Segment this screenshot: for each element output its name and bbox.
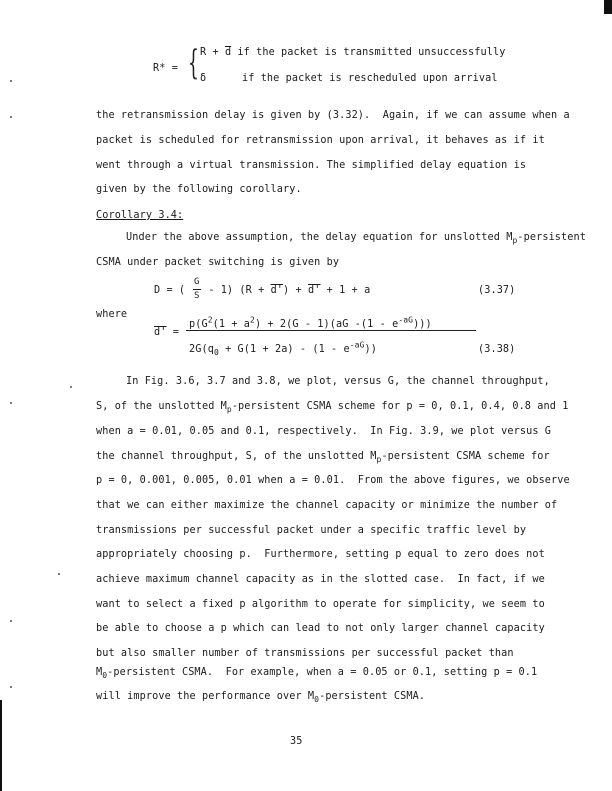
corollary-line-2: CSMA under packet switching is given by: [96, 257, 340, 268]
paragraph2-line: In Fig. 3.6, 3.7 and 3.8, we plot, versus G, the channel throughput,: [126, 376, 550, 387]
paragraph2-line: be able to choose a p which can lead to not only larger channel capacity: [96, 623, 545, 634]
rstar-case-1: $R + \overline{d}$ if the packet is transmitted unsuccessfully: [200, 47, 506, 58]
paragraph1-line: given by the following corollary.: [96, 184, 302, 195]
eq338-frac-line: [186, 330, 476, 331]
paragraph2-line: achieve maximum channel capacity as in the slotted case. In fact, if we: [96, 574, 545, 585]
paragraph2-line: $M_0$-persistent CSMA. For example, when a = 0.05 or 0.1, setting p = 0.1: [96, 667, 538, 681]
page-number: 35: [290, 736, 303, 747]
corollary-line-1: Under the above assumption, the delay equation for unslotted $M_p$-persistent: [126, 232, 586, 246]
paragraph2-line: want to select a fixed p algorithm to operate for simplicity, we seem to: [96, 599, 545, 610]
eq338-number: (3.38): [478, 344, 516, 355]
corner-scan-mark: [604, 0, 612, 14]
where-label: where: [96, 309, 128, 320]
rstar-lhs: R* =: [153, 63, 178, 74]
rstar-case-2-expr: δ: [200, 73, 207, 84]
corollary-heading: Corollary 3.4:: [96, 210, 184, 221]
eq337-rhs: - 1) (R + d') + d' + 1 + a: [202, 285, 371, 296]
margin-speck: [58, 573, 60, 575]
eq337-frac-num: G: [194, 277, 200, 287]
cases-brace: {: [188, 43, 199, 83]
paragraph2-line: will improve the performance over $M_0$-persistent CSMA.: [96, 691, 426, 705]
paragraph2-line: that we can either maximize the channel capacity or minimize the number of: [96, 500, 558, 511]
paragraph1-line: went through a virtual transmission. The simplified delay equation is: [96, 160, 527, 171]
paragraph1-line: the retransmission delay is given by (3.32). Again, if we can assume when a: [96, 110, 570, 121]
margin-speck: [10, 686, 12, 688]
paragraph2-line: S, of the unslotted $M_p$-persistent CSMA scheme for p = 0, 0.1, 0.4, 0.8 and 1: [96, 401, 569, 415]
paragraph2-line: appropriately choosing p. Furthermore, setting p equal to zero does not: [96, 549, 545, 560]
margin-speck: [10, 402, 12, 404]
left-edge-scan-mark: [0, 700, 2, 791]
margin-speck: [10, 116, 12, 118]
eq338-denominator: $2G(q_0 + G(1 + 2a) - (1 - e^{-aG}))$: [189, 340, 377, 358]
paragraph2-line: p = 0, 0.001, 0.005, 0.01 when a = 0.01. From the above figures, we observe: [96, 475, 570, 486]
paragraph2-line: when a = 0.01, 0.05 and 0.1, respectively. In Fig. 3.9, we plot versus G: [96, 426, 552, 437]
eq338-numerator: $p(G^2(1 + a^2) + 2(G - 1)(aG$ $-(1 - e^{-aG})$)): [189, 315, 432, 330]
eq337-number: (3.37): [478, 285, 516, 296]
margin-speck: [10, 620, 12, 622]
paragraph2-line: but also smaller number of transmissions per successful packet than: [96, 648, 514, 659]
margin-speck: [70, 386, 72, 388]
margin-speck: [10, 80, 12, 82]
paragraph1-line: packet is scheduled for retransmission upon arrival, it behaves as if it: [96, 135, 545, 146]
paragraph2-line: the channel throughput, S, of the unslotted $M_p$-persistent CSMA scheme for: [96, 451, 550, 465]
eq337-lhs: D = (: [154, 285, 186, 296]
paragraph2-line: transmissions per successful packet under a specific traffic level by: [96, 525, 527, 536]
eq338-lhs: d' =: [154, 327, 179, 338]
eq337-frac-den: S: [194, 291, 200, 301]
rstar-case-2-text: if the packet is rescheduled upon arrival: [242, 73, 498, 84]
